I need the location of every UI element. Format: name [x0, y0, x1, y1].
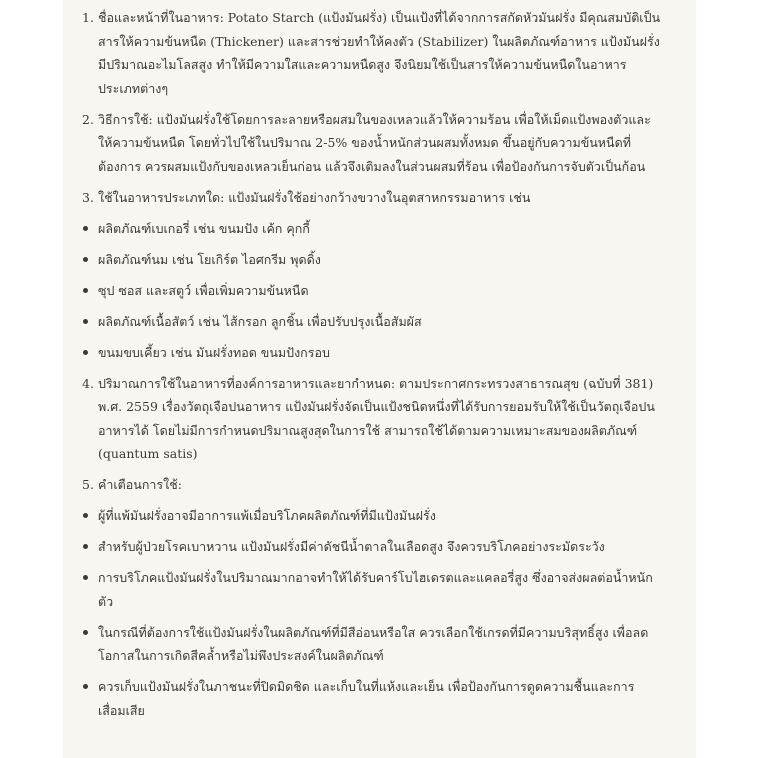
item-text: ผลิตภัณฑ์เนื้อสัตว์ เช่น ไส้กรอก ลูกชิ้น เพื่อปรับปรุงเนื้อสัมผัส: [98, 313, 422, 329]
bullet-item: [82, 621, 662, 668]
bullet-item: [82, 675, 662, 722]
bullet-dot-icon: [83, 288, 88, 293]
item-text: ใช้ในอาหารประเภทใด: แป้งมันฝรั่งใช้อย่างกว้างขวางในอุตสาหกรรมอาหาร เช่น: [98, 189, 531, 205]
bullet-item: [82, 566, 662, 613]
item-number: 1.: [82, 10, 94, 25]
bullet-dot-icon: [83, 630, 88, 635]
bullet-item: [82, 310, 662, 334]
item-text: คำเตือนการใช้:: [98, 477, 182, 492]
item-text: ผลิตภัณฑ์นม เช่น โยเกิร์ต ไอศกรีม พุดดิ้ง: [98, 251, 321, 267]
item-text: ควรเก็บแป้งมันฝรั่งในภาชนะที่ปิดมิดชิด และเก็บในที่แห้งและเย็น เพื่อป้องกันการดูดความชื้นและการเสื่อมเสีย: [98, 679, 635, 718]
bullet-item: [82, 279, 662, 303]
item-text: ซุป ซอส และสตูว์ เพื่อเพิ่มความข้นหนืด: [98, 282, 309, 298]
item-number: 2.: [82, 111, 94, 127]
numbered-item: [82, 372, 662, 466]
bullet-dot-icon: [83, 350, 88, 355]
item-number: 3.: [82, 189, 94, 205]
item-text: ผลิตภัณฑ์เบเกอรี่ เช่น ขนมปัง เค้ก คุกกี้: [98, 220, 310, 236]
bullet-item: [82, 504, 662, 528]
item-text: วิธีการใช้: แป้งมันฝรั่งใช้โดยการละลายหรือผสมในของเหลวแล้วให้ความร้อน เพื่อให้เม็ดแป้งพองตัวและให้ความข้นหนืด โดยทั่วไปใช้ในปริมาณ 2-5% ของน้ำหนักส่วนผสมทั้งหมด ขึ้นอยู่กับความข้นหนืดที่ต้องการ ควรผสมแป้งกับของเหลวเย็นก่อน แล้วจึงเติมลงในส่วนผสมที่ร้อน เพื่อป้องกันการจับตัวเป็นก้อน: [98, 111, 651, 174]
numbered-item: [82, 6, 662, 100]
bullet-item: [82, 248, 662, 272]
bullet-dot-icon: [83, 319, 88, 324]
bullet-item: [82, 341, 662, 365]
numbered-item: [82, 186, 662, 210]
item-text: ขนมขบเคี้ยว เช่น มันฝรั่งทอด ขนมปังกรอบ: [98, 344, 330, 360]
item-text: ในกรณีที่ต้องการใช้แป้งมันฝรั่งในผลิตภัณฑ์ที่มีสีอ่อนหรือใส ควรเลือกใช้เกรดที่มีความบริสุทธิ์สูง เพื่อลดโอกาสในการเกิดสีคล้ำหรือไม่พึงประสงค์ในผลิตภัณฑ์: [98, 624, 649, 663]
bullet-item: [82, 535, 662, 559]
item-text: สำหรับผู้ป่วยโรคเบาหวาน แป้งมันฝรั่งมีค่าดัชนีน้ำตาลในเลือดสูง จึงควรบริโภคอย่างระมัดระวัง: [98, 539, 605, 554]
document-content: [82, 6, 662, 730]
item-text: การบริโภคแป้งมันฝรั่งในปริมาณมากอาจทำให้ได้รับคาร์โบไฮเดรตและแคลอรี่สูง ซึ่งอาจส่งผลต่อน้ำหนักตัว: [98, 570, 653, 609]
numbered-item: [82, 108, 662, 179]
bullet-dot-icon: [83, 684, 88, 689]
numbered-item: [82, 473, 662, 497]
item-text: ปริมาณการใช้ในอาหารที่องค์การอาหารและยากำหนด: ตามประกาศกระทรวงสาธารณสุข (ฉบับที่ 381) พ.ศ. 2559 เรื่องวัตถุเจือปนอาหาร แป้งมันฝรั่งจัดเป็นแป้งชนิดหนึ่งที่ได้รับการยอมรับให้ใช้เป็นวัตถุเจือปนอาหารได้ โดยไม่มีการกำหนดปริมาณสูงสุดในการใช้ สามารถใช้ได้ตามความเหมาะสมของผลิตภัณฑ์ (quantum satis): [98, 375, 655, 461]
bullet-dot-icon: [83, 257, 88, 262]
item-text: ผู้ที่แพ้มันฝรั่งอาจมีอาการแพ้เมื่อบริโภคผลิตภัณฑ์ที่มีแป้งมันฝรั่ง: [98, 508, 436, 523]
bullet-dot-icon: [83, 575, 88, 580]
bullet-item: [82, 217, 662, 241]
item-number: 5.: [82, 477, 94, 492]
bullet-dot-icon: [83, 513, 88, 518]
item-number: 4.: [82, 375, 94, 391]
item-text: ชื่อและหน้าที่ในอาหาร: Potato Starch (แป้งมันฝรั่ง) เป็นแป้งที่ได้จากการสกัดหัวมันฝรั่ง มีคุณสมบัติเป็นสารให้ความข้นหนืด (Thickener) และสารช่วยทำให้คงตัว (Stabilizer) ในผลิตภัณฑ์อาหาร แป้งมันฝรั่งมีปริมาณอะไมโลสสูง ทำให้มีความใสและความหนืดสูง จึงนิยมใช้เป็นสารให้ความข้นหนืดในอาหารประเภทต่างๆ: [98, 10, 661, 96]
bullet-dot-icon: [83, 226, 88, 231]
bullet-dot-icon: [83, 544, 88, 549]
